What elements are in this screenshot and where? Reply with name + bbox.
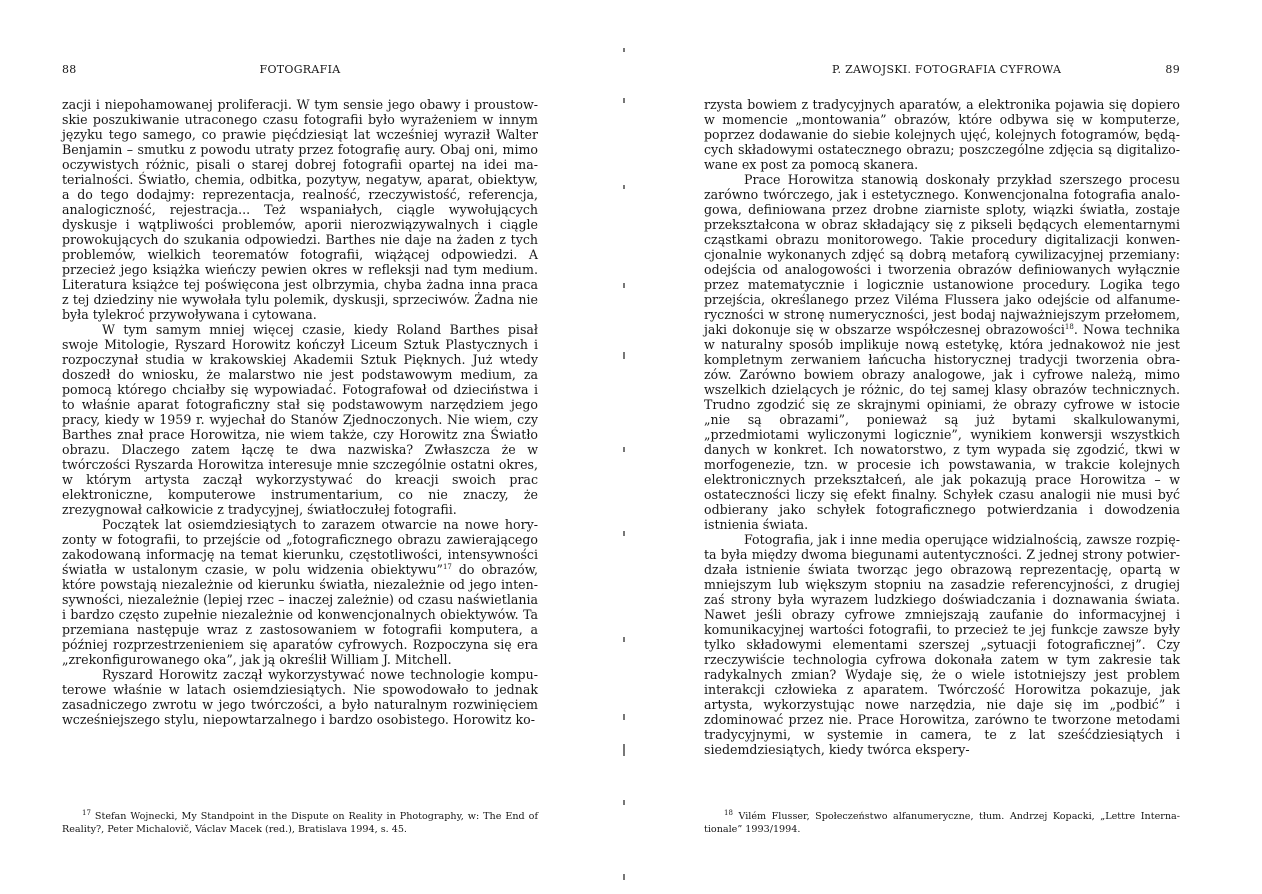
footnote-marker-17: 17	[442, 562, 452, 571]
left-paragraph-2: W tym samym mniej więcej czasie, kiedy Roland Barthes pisał swoje Mitologie, Ryszard Horowitz kończył Liceum Sztuk Plastycznych i rozpoczynał studia w krakowskiej Akademii Sztuk Pięknych. Już wtedy doszedł do wniosku, że malarstwo nie jest podstawowym medium, za pomocą którego chciałby się wypowiadać. Fotografował od dzieciństwa i to właśnie aparat fotograficzny stał się podstawowym narzędziem jego pracy, kiedy w 1959 r. wyjechał do Stanów Zjednoczonych. Nie wiem, czy Barthes znał prace Horowitza, nie wiem także, czy Horowitz zna Światło obrazu. Dlaczego zatem łączę te dwa nazwiska? Zwłaszcza że w twórczości Ryszarda Horowitza interesuje mnie szczególnie ostatni okres, w którym artysta zaczął wykorzystywać do kreacji swoich prac elektroniczne, komputerowe instrumentarium, co nie znaczy, że zrezygnował całkowicie z tradycyjnej, światłoczułej fotografii.	[62, 322, 538, 517]
gutter-mark	[623, 637, 625, 642]
gutter-mark	[623, 283, 625, 288]
left-footnotes	[62, 810, 538, 836]
left-paragraph-3-part-1: Początek lat osiemdziesiątych to zarazem otwarcie na nowe horyzonty w fotografii, to przejście od „fotograficznego obrazu zawierającego zakodowaną informację na temat kierunku, częstotliwości, intensywności światła w ustalonym czasie, w polu widzenia obiektywu”	[62, 517, 538, 577]
left-running-title: FOTOGRAFIA	[259, 63, 341, 76]
gutter-mark	[623, 531, 625, 536]
gutter-mark	[623, 185, 625, 189]
right-page	[704, 0, 1180, 894]
gutter-mark	[623, 48, 625, 52]
left-paragraph-1: zacji i niepohamowanej proliferacji. W tym sensie jego obawy i proustowskie poszukiwanie utraconego czasu fotografii było wyrażeniem w innym języku tego samego, co prawie pięćdziesiąt lat wcześniej wyraził Walter Benjamin – smutku z powodu utraty przez fotografię aury. Obaj oni, mimo oczywistych różnic, pisali o starej dobrej fotografii opartej na idei materialności. Światło, chemia, odbitka, pozytyw, negatyw, aparat, obiektyw, a do tego dodajmy: reprezentacja, realność, rzeczywistość, referencja, analogiczność, rejestracja... Też wspaniałych, ciągle wywołujących dyskusje i wątpliwości problemów, aporii nierozwiązywalnych i ciągle prowokujących do szukania odpowiedzi. Barthes nie daje na żaden z tych problemów, wielkich teorematów fotografii, wiążącej odpowiedzi. A przecież jego książka wieńczy pewien okres w refleksji nad tym medium. Literatura książce tej poświęcona jest olbrzymia, chyba żadna inna praca z tej dziedziny nie wywołała tylu polemik, dyskusji, sprzeciwów. Żadna nie była tylekroć przywoływana i cytowana.	[62, 97, 538, 322]
right-paragraph-2-part-2: . Nowa technika w naturalny sposób implikuje nową estetykę, która jednakowoż nie jest kompletnym zerwaniem łańcucha historycznej tradycji tworzenia obrazów. Zarówno bowiem obrazy analogowe, jak i cyfrowe należą, mimo wszelkich dzielących je różnic, do tej samej klasy obrazów technicznych. Trudno zgodzić się ze skrajnymi opiniami, że obrazy cyfrowe w istocie „nie są obrazami”, ponieważ są już bytami skalkulowanymi, „przedmiotami wyliczonymi logicznie”, wynikiem konwersji wszystkich danych w konkret. Ich nowatorstwo, z tym wypada się zgodzić, tkwi w morfogenezie, tzn. w procesie ich powstawania, w trakcie kolejnych elektronicznych przekształceń, ale jak pokazują prace Horowitza – w ostateczności liczy się efekt finalny. Schyłek czasu analogii nie musi być odbierany jako schyłek fotograficznego potwierdzania i dowodzenia istnienia świata.	[704, 322, 1180, 532]
gutter-mark	[623, 98, 625, 103]
right-running-title: P. ZAWOJSKI. FOTOGRAFIA CYFROWA	[832, 63, 1062, 76]
right-page-number: 89	[1165, 63, 1180, 76]
left-body-text	[62, 97, 538, 727]
left-running-head	[62, 63, 538, 79]
right-body-text	[704, 97, 1180, 757]
gutter-mark	[623, 714, 625, 720]
left-page-number: 88	[62, 63, 77, 76]
footnote-18	[704, 810, 1180, 836]
right-paragraph-2	[704, 172, 1180, 532]
left-paragraph-3	[62, 517, 538, 667]
gutter-mark	[623, 352, 625, 359]
footnote-17-number: 17	[82, 808, 91, 817]
gutter-mark	[623, 744, 625, 756]
right-paragraph-3: Fotografia, jak i inne media operujące widzialnością, zawsze rozpięta była między dwoma biegunami autentyczności. Z jednej strony potwierdzała istnienie świata tworząc jego obrazową reprezentację, opartą w mniejszym lub większym stopniu na zasadzie referencyjności, z drugiej zaś strony była wyrazem ludzkiego doświadczania i doznawania świata. Nawet jeśli obrazy cyfrowe zmniejszają zaufanie do informacyjnej i komunikacyjnej wartości fotografii, to przecież te jej funkcje zawsze były tylko składowymi elementami szerszej „sytuacji fotograficznej”. Czy rzeczywiście technologia cyfrowa dokonała zatem w tym zakresie tak radykalnych zmian? Wydaje się, że o wiele istotniejszy jest problem interakcji człowieka z aparatem. Twórczość Horowitza pokazuje, jak artysta, wykorzystując nowe narzędzia, nie daje się im „podbić” i zdominować przez nie. Prace Horowitza, zarówno te tworzone metodami tradycyjnymi, w systemie in camera, te z lat sześćdziesiątych i siedemdziesiątych, kiedy twórca ekspery-	[704, 532, 1180, 757]
left-paragraph-3-part-2: do obrazów, które powstają niezależnie od kierunku światła, niezależnie od jego intensywności, niezależnie (lepiej rzec – inaczej zależnie) od czasu naświetlania i bardzo często zupełnie niezależnie od konwencjonalnych obiektywów. Ta przemiana następuje wraz z zastosowaniem w fotografii komputera, a później rozprzestrzenieniem się aparatów cyfrowych. Rozpoczyna się era „zrekonfigurowanego oka”, jak ją określił William J. Mitchell.	[62, 562, 538, 667]
right-running-head	[704, 63, 1180, 79]
gutter-mark	[623, 874, 625, 880]
footnote-18-number: 18	[724, 808, 733, 817]
right-footnotes	[704, 810, 1180, 836]
left-paragraph-4: Ryszard Horowitz zaczął wykorzystywać nowe technologie komputerowe właśnie w latach osiemdziesiątych. Nie spowodowało to jednak zasadniczego zwrotu w jego twórczości, a było naturalnym rozwinięciem wcześniejszego stylu, niepowtarzalnego i bardzo osobistego. Horowitz ko-	[62, 667, 538, 727]
right-paragraph-2-part-1: Prace Horowitza stanowią doskonały przykład szerszego procesu zarówno twórczego, jak i estetycznego. Konwencjonalna fotografia analogowa, definiowana przez drobne ziarniste sploty, wiązki światła, zostaje przekształcona w obraz składający się z pikseli będących elementarnymi cząstkami obrazu monitorowego. Takie procedury digitalizacji konwencjonalnie wykonanych zdjęć są dobrą metaforą cywilizacyjnej przemiany: odejścia od analogowości i tworzenia obrazów definiowanych wyłącznie przez matematycznie i logicznie ustanowione procedury. Logika tego przejścia, określanego przez Viléma Flussera jako odejście od alfanumeryczności w stronę numeryczności, jest bodaj najważniejszym przełomem, jaki dokonuje się w obszarze współczesnej obrazowości	[704, 172, 1180, 337]
footnote-18-text: Vilém Flusser, Społeczeństwo alfanumeryczne, tłum. Andrzej Kopacki, „Lettre Internationale” 1993/1994.	[704, 811, 1180, 835]
footnote-marker-18: 18	[1064, 322, 1074, 331]
gutter-mark	[623, 800, 625, 805]
footnote-17	[62, 810, 538, 836]
left-page	[62, 0, 538, 894]
right-paragraph-1: rzysta bowiem z tradycyjnych aparatów, a elektronika pojawia się dopiero w momencie „montowania” obrazów, które odbywa się w komputerze, poprzez dodawanie do siebie kolejnych ujęć, kolejnych fotogramów, będących składowymi ostatecznego obrazu; poszczególne zdjęcia są digitalizowane ex post za pomocą skanera.	[704, 97, 1180, 172]
footnote-17-text: Stefan Wojnecki, My Standpoint in the Dispute on Reality in Photography, w: The End of Reality?, Peter Michalovič, Václav Macek (red.), Bratislava 1994, s. 45.	[62, 811, 538, 835]
gutter-mark	[623, 447, 625, 452]
